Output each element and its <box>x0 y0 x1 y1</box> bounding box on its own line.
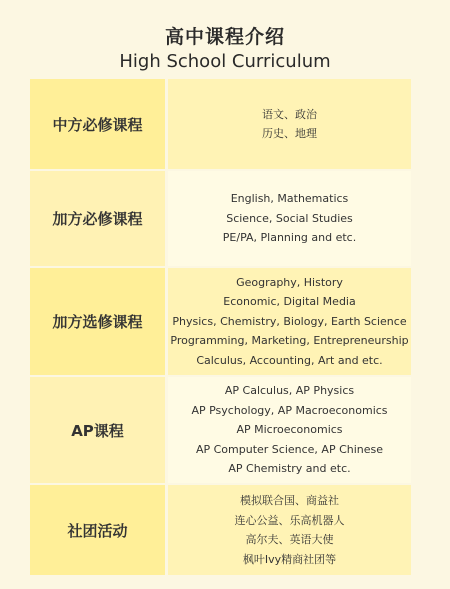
course-line: 枫叶Ivy精商社团等 <box>242 552 337 566</box>
course-line: Economic, Digital Media <box>223 295 356 309</box>
row-content <box>168 79 411 169</box>
course-line: AP Calculus, AP Physics <box>224 384 355 398</box>
page-subtitle: High School Curriculum <box>119 51 331 72</box>
course-line: 高尔夫、英语大使 <box>245 533 334 546</box>
row-label: 社团活动 <box>30 485 168 575</box>
course-line: PE/PA, Planning and etc. <box>222 231 357 245</box>
course-line: Calculus, Accounting, Art and etc. <box>196 353 383 367</box>
course-line: Physics, Chemistry, Biology, Earth Science <box>172 314 407 328</box>
course-line: AP Computer Science, AP Chinese <box>195 442 384 456</box>
table-row-canadian-required <box>30 169 411 266</box>
row-content <box>168 171 411 266</box>
course-line: AP Chemistry and etc. <box>228 462 351 476</box>
course-line: Science, Social Studies <box>226 211 353 225</box>
table-row-ap-courses <box>30 375 411 483</box>
course-line: 历史、地理 <box>262 127 317 140</box>
course-line: Programming, Marketing, Entrepreneurship <box>170 334 409 348</box>
curriculum-table <box>30 79 411 575</box>
table-row-canadian-elective <box>30 266 411 375</box>
page-title: 高中课程介绍 <box>164 26 285 48</box>
course-line: 语文、政治 <box>262 107 317 121</box>
row-label: 中方必修课程 <box>30 79 168 169</box>
row-content <box>168 268 411 375</box>
row-content <box>168 377 411 483</box>
course-line: AP Microeconomics <box>236 423 343 437</box>
table-row-club-activities <box>30 483 411 575</box>
course-line: AP Psychology, AP Macroeconomics <box>191 403 388 417</box>
course-line: 模拟联合国、商益社 <box>240 494 339 507</box>
course-line: Geography, History <box>236 275 343 289</box>
row-content <box>168 485 411 575</box>
row-label: 加方选修课程 <box>30 268 168 375</box>
table-row-chinese-required <box>30 79 411 169</box>
row-label: 加方必修课程 <box>30 171 168 266</box>
course-line: 连心公益、乐高机器人 <box>234 513 345 527</box>
row-label: AP课程 <box>30 377 168 483</box>
course-line: English, Mathematics <box>230 192 349 206</box>
